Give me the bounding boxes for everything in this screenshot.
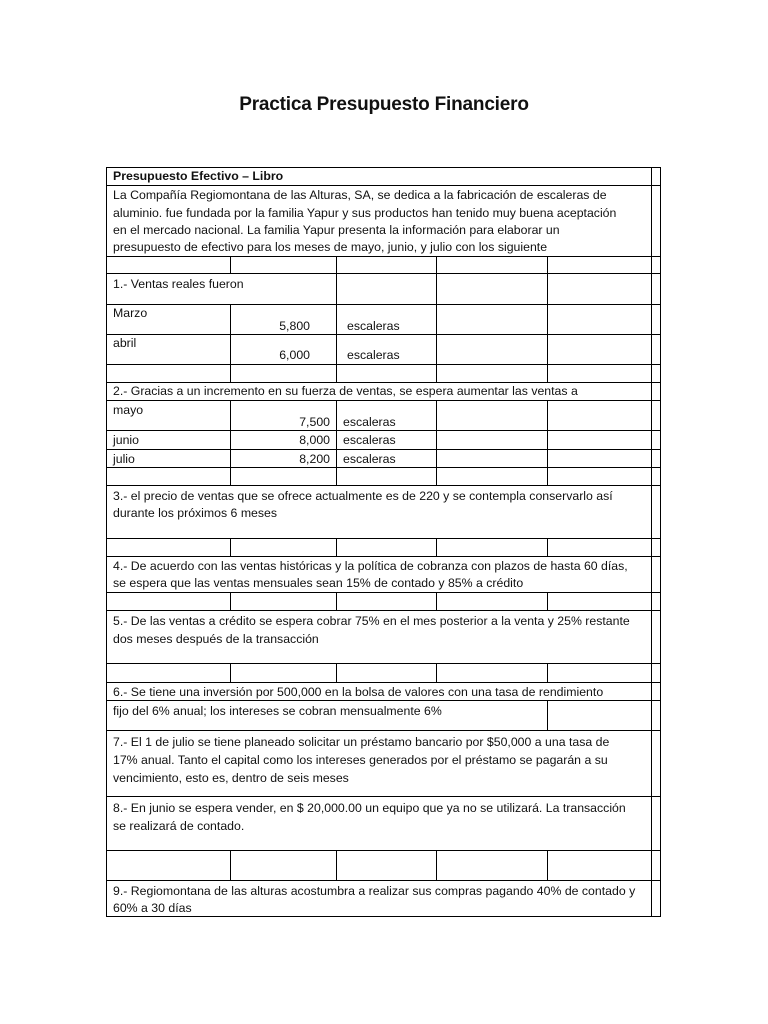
item-4-text: se espera que las ventas mensuales sean 15% de contado y 85% a crédito	[113, 576, 524, 590]
table-rule	[230, 592, 231, 610]
item-7-text: vencimiento, esto es, dentro de seis meses	[113, 771, 349, 785]
table-rule	[547, 256, 548, 273]
table-rule	[436, 663, 437, 682]
table-rule	[547, 592, 548, 610]
item-8-text: 8.- En junio se espera vender, en $ 20,000.00 un equipo que ya no se utilizará. La transacción	[113, 801, 626, 815]
quantity-value: 8,200	[299, 452, 330, 466]
table-rule	[106, 538, 661, 539]
unit-label: escaleras	[347, 319, 400, 333]
table-rule	[106, 273, 661, 274]
month-label: mayo	[113, 403, 144, 417]
item-7-text: 17% anual. Tanto el capital como los intereses generados por el préstamo se pagarán a su	[113, 753, 608, 767]
table-rule	[230, 256, 231, 273]
table-rule	[106, 663, 661, 664]
table-rule	[547, 850, 548, 880]
item-6-text: 6.- Se tiene una inversión por 500,000 en la bolsa de valores con una tasa de rendimiento	[113, 685, 604, 699]
table-rule	[106, 400, 661, 401]
item-3-text: 3.- el precio de ventas que se ofrece actualmente es de 220 y se contempla conservarlo así	[113, 489, 613, 503]
item-1-label: 1.- Ventas reales fueron	[113, 277, 244, 291]
item-5-text: dos meses después de la transacción	[113, 632, 319, 646]
intro-line: La Compañía Regiomontana de las Alturas, SA, se dedica a la fabricación de escaleras de	[113, 188, 607, 202]
item-8-text: se realizará de contado.	[113, 819, 245, 833]
unit-label: escaleras	[343, 452, 396, 466]
month-label: Marzo	[113, 306, 148, 320]
table-rule	[336, 592, 337, 610]
table-rule	[660, 167, 661, 917]
month-label: junio	[113, 433, 139, 447]
item-6-text: fijo del 6% anual; los intereses se cobran mensualmente 6%	[113, 704, 442, 718]
table-rule	[106, 592, 661, 593]
table-rule	[106, 256, 661, 257]
unit-label: escaleras	[343, 415, 396, 429]
quantity-value: 8,000	[299, 433, 330, 447]
table-rule	[336, 256, 337, 273]
table-rule	[547, 663, 548, 682]
table-rule	[336, 663, 337, 682]
table-rule	[106, 167, 107, 917]
item-4-text: 4.- De acuerdo con las ventas históricas y la política de cobranza con plazos de hasta 60 días,	[113, 559, 628, 573]
table-rule	[106, 610, 661, 611]
table-rule	[547, 400, 548, 485]
table-rule	[436, 592, 437, 610]
item-9-text: 9.- Regiomontana de las alturas acostumbra a realizar sus compras pagando 40% de contado y	[113, 884, 636, 898]
table-rule	[106, 880, 661, 881]
intro-line: aluminio. fue fundada por la familia Yapur y sus productos han tenido muy buena aceptación	[113, 206, 617, 220]
table-rule	[436, 273, 437, 382]
table-rule	[106, 850, 661, 851]
month-label: julio	[113, 452, 135, 466]
table-rule	[436, 256, 437, 273]
table-rule	[547, 538, 548, 556]
table-rule	[436, 538, 437, 556]
table-rule	[651, 167, 652, 917]
page-title: Practica Presupuesto Financiero	[239, 94, 529, 115]
table-rule	[106, 485, 661, 486]
quantity-value: 5,800	[279, 319, 310, 333]
table-rule	[547, 273, 548, 382]
table-rule	[436, 400, 437, 485]
quantity-value: 7,500	[299, 415, 330, 429]
item-2-label: 2.- Gracias a un incremento en su fuerza de ventas, se espera aumentar las ventas a	[113, 384, 578, 398]
quantity-value: 6,000	[279, 348, 310, 362]
table-rule	[106, 304, 661, 305]
table-rule	[230, 663, 231, 682]
month-label: abril	[113, 336, 137, 350]
table-rule	[436, 850, 437, 880]
table-rule	[336, 273, 337, 382]
unit-label: escaleras	[347, 348, 400, 362]
table-rule	[230, 304, 231, 382]
table-rule	[336, 538, 337, 556]
table-rule	[547, 700, 548, 730]
item-7-text: 7.- El 1 de julio se tiene planeado solicitar un préstamo bancario por $50,000 a una tasa de	[113, 735, 610, 749]
intro-line: en el mercado nacional. La familia Yapur presenta la información para elaborar un	[113, 223, 560, 237]
item-3-text: durante los próximos 6 meses	[113, 506, 278, 520]
table-rule	[336, 400, 337, 485]
table-rule	[106, 730, 661, 731]
table-rule	[230, 400, 231, 485]
table-rule	[106, 796, 661, 797]
table-rule	[230, 850, 231, 880]
table-header: Presupuesto Efectivo – Libro	[113, 169, 284, 183]
item-9-text: 60% a 30 días	[113, 901, 192, 915]
table-rule	[230, 538, 231, 556]
unit-label: escaleras	[343, 433, 396, 447]
table-rule	[106, 364, 661, 365]
table-rule	[336, 850, 337, 880]
intro-line: presupuesto de efectivo para los meses de mayo, junio, y julio con los siguiente	[113, 240, 548, 254]
item-5-text: 5.- De las ventas a crédito se espera cobrar 75% en el mes posterior a la venta y 25% restante	[113, 614, 630, 628]
